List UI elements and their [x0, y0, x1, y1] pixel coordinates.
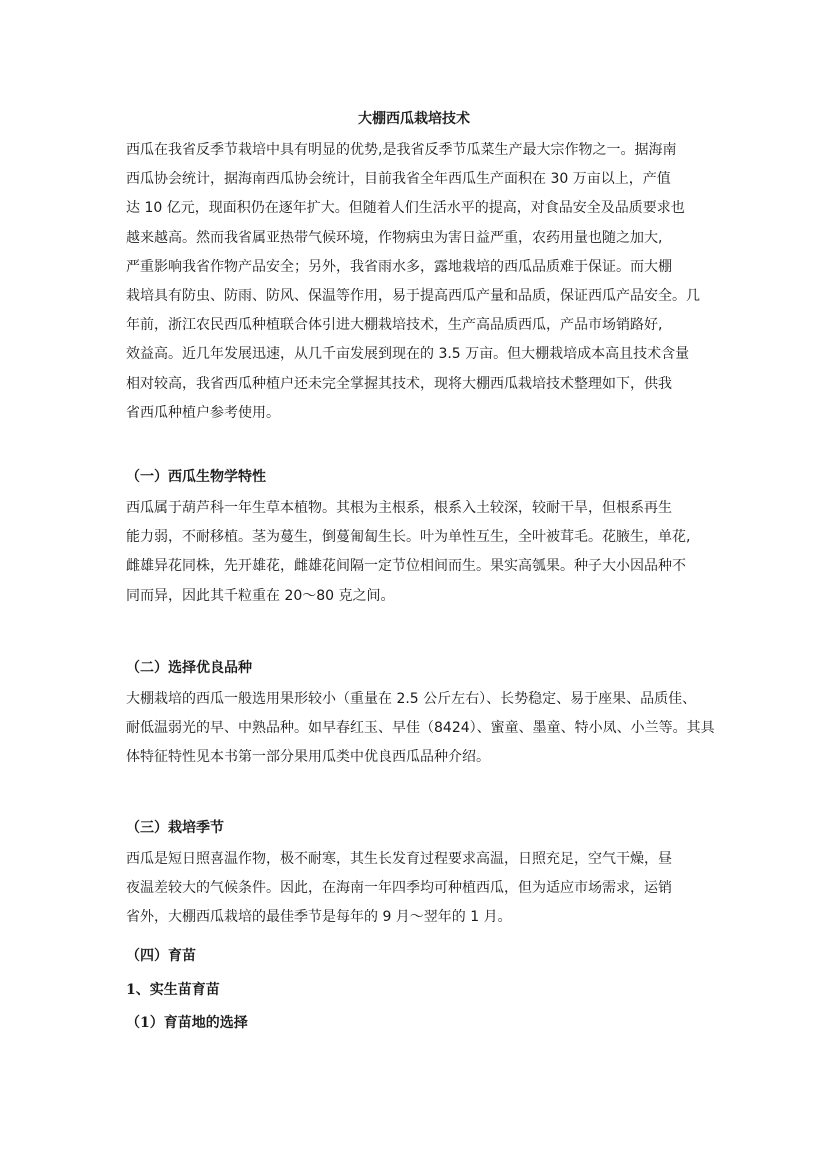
- section-paragraph-biology: [126, 494, 716, 611]
- paragraph-line: 效益高。近几年发展迅速，从几千亩发展到现在的 3.5 万亩。但大棚栽培成本高且技术含量: [126, 346, 690, 363]
- paragraph-line: 大棚栽培的西瓜一般选用果形较小（重量在 2.5 公斤左右）、长势稳定、易于座果、品质佳、: [126, 691, 697, 707]
- paragraph-line: 体特征特性见本书第一部分果用瓜类中优良西瓜品种介绍。: [126, 749, 490, 766]
- intro-paragraph: [126, 136, 716, 428]
- paragraph-line: 相对较高，我省西瓜种植户还未完全掌握其技术，现将大棚西瓜栽培技术整理如下，供我: [126, 375, 672, 392]
- paragraph-line: 栽培具有防虫、防雨、防风、保温等作用，易于提高西瓜产量和品质，保证西瓜产品安全。几: [126, 287, 700, 304]
- paragraph-line: 耐低温弱光的早、中熟品种。如早春红玉、早佳（8424）、蜜童、墨童、特小凤、小兰等。其具: [126, 720, 715, 737]
- paragraph-line: 同而异，因此其千粒重在 20～80 克之间。: [126, 587, 395, 604]
- section-heading-varieties: （二）选择优良品种: [126, 660, 252, 676]
- paragraph-line: 越来越高。然而我省属亚热带气候环境，作物病虫为害日益严重，农药用量也随之加大,: [126, 229, 663, 246]
- subsubsection-heading-site-selection: （1）育苗地的选择: [126, 1015, 248, 1031]
- section-paragraph-varieties: [126, 685, 716, 773]
- paragraph-line: 西瓜属于葫芦科一年生草本植物。其根为主根系，根系入土较深，较耐干旱，但根系再生: [126, 500, 672, 516]
- subsection-heading-seedling-raising: 1、实生苗育苗: [126, 982, 220, 998]
- paragraph-line: 夜温差较大的气候条件。因此，在海南一年四季均可种植西瓜，但为适应市场需求，运销: [126, 880, 672, 897]
- paragraph-line: 省西瓜种植户参考使用。: [126, 404, 280, 421]
- paragraph-line: 省外，大棚西瓜栽培的最佳季节是每年的 9 月～翌年的 1 月。: [126, 909, 512, 926]
- paragraph-line: 达 10 亿元，现面积仍在逐年扩大。但随着人们生活水平的提高，对食品安全及品质要求也: [126, 200, 685, 217]
- document-title: 大棚西瓜栽培技术: [358, 111, 470, 127]
- section-heading-biology: （一）西瓜生物学特性: [126, 469, 266, 485]
- paragraph-line: 西瓜协会统计，据海南西瓜协会统计，目前我省全年西瓜生产面积在 30 万亩以上，产值: [126, 171, 671, 188]
- paragraph-line: 西瓜是短日照喜温作物，极不耐寒，其生长发育过程要求高温，日照充足，空气干燥，昼: [126, 851, 672, 867]
- section-heading-seedlings: （四）育苗: [126, 948, 196, 964]
- section-paragraph-season: [126, 845, 716, 933]
- paragraph-line: 严重影响我省作物产品安全；另外，我省雨水多，露地栽培的西瓜品质难于保证。而大棚: [126, 258, 672, 275]
- section-heading-season: （三）栽培季节: [126, 820, 224, 836]
- paragraph-line: 西瓜在我省反季节栽培中具有明显的优势,是我省反季节瓜菜生产最大宗作物之一。据海南: [126, 142, 677, 158]
- paragraph-line: 雌雄异花同株，先开雄花，雌雄花间隔一定节位相间而生。果实高瓠果。种子大小因品种不: [126, 558, 686, 575]
- paragraph-line: 能力弱，不耐移植。茎为蔓生，倒蔓匍匐生长。叶为单性互生，全叶被茸毛。花腋生，单花,: [126, 529, 691, 546]
- paragraph-line: 年前，浙江农民西瓜种植联合体引进大棚栽培技术，生产高品质西瓜，产品市场销路好,: [126, 317, 663, 334]
